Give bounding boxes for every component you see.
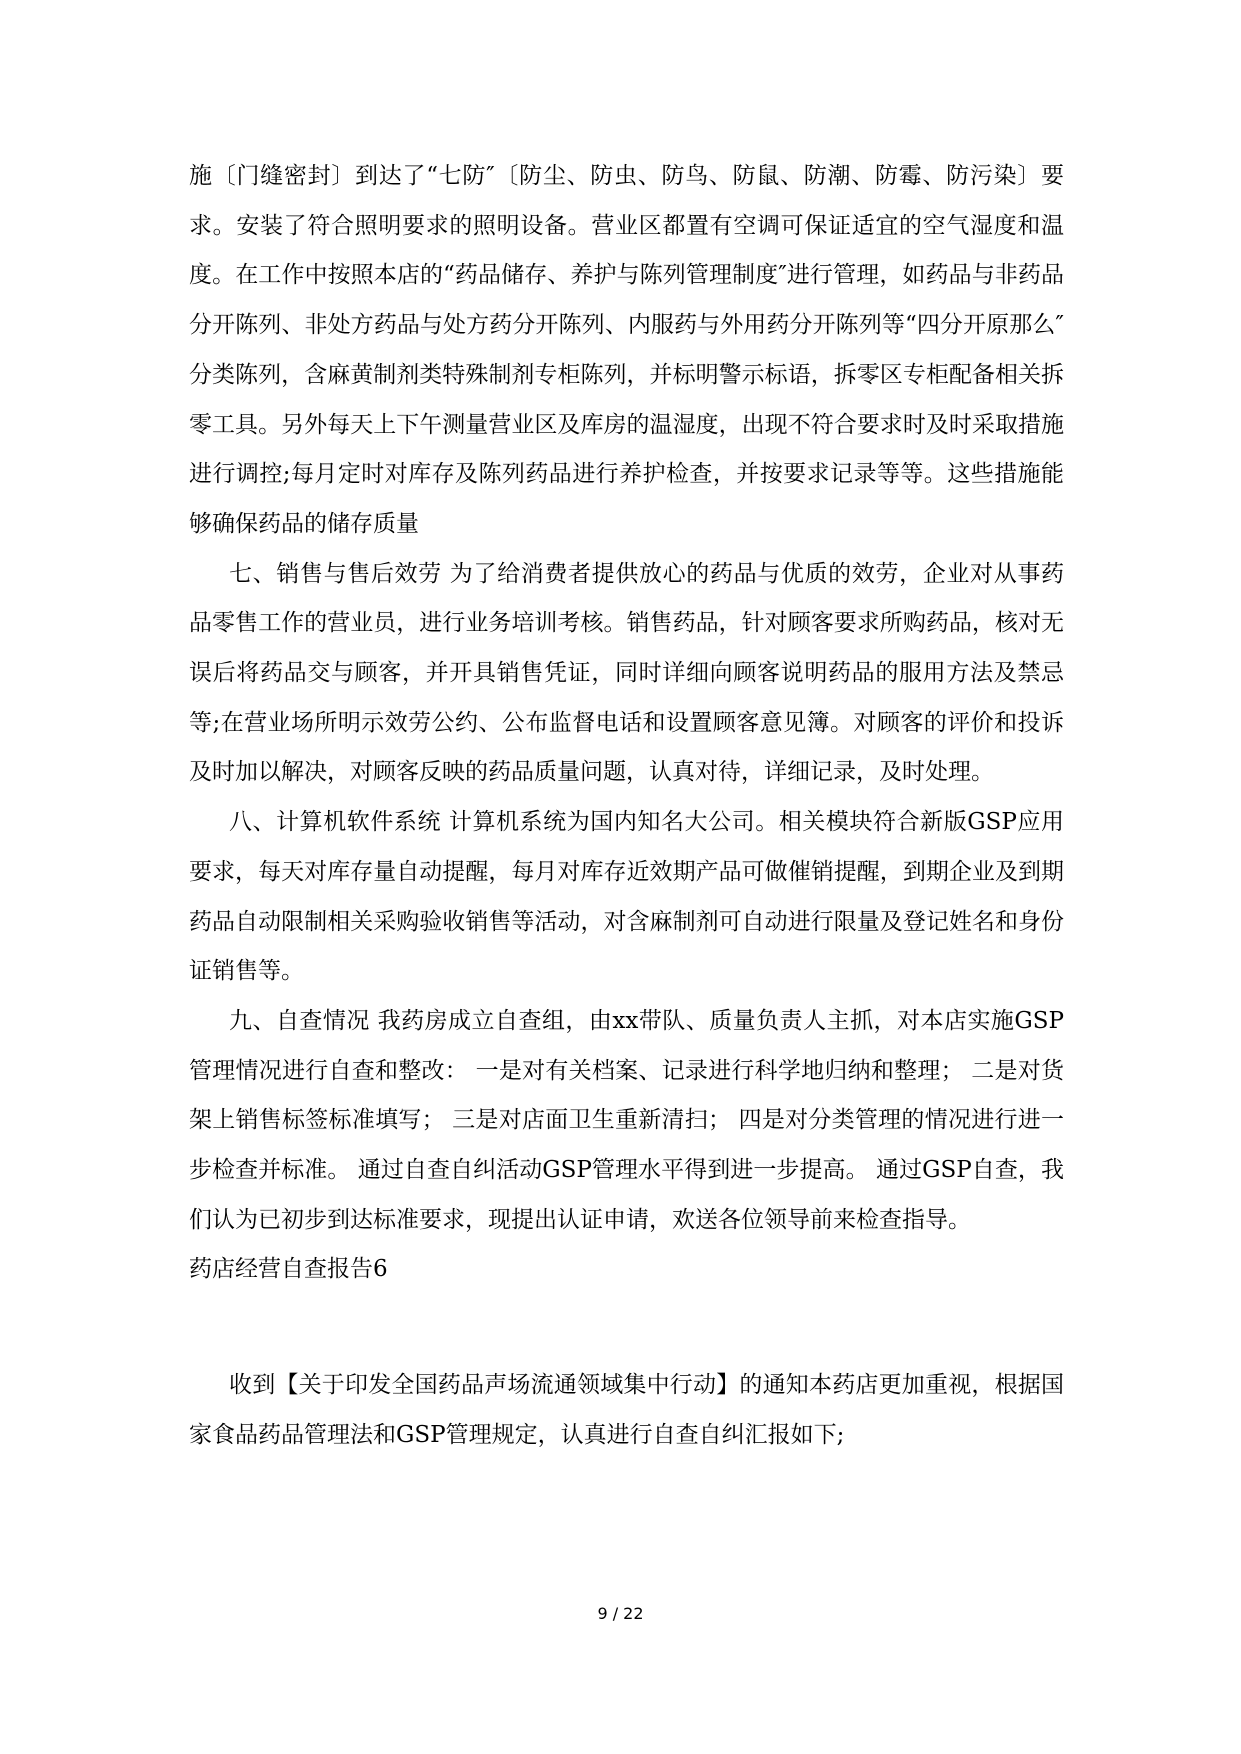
document-body xyxy=(189,152,1064,1461)
software-system-paragraph: 八、计算机软件系统 计算机系统为国内知名大公司。相关模块符合新版GSP应用要求，每天对库存量自动提醒，每月对库存近效期产品可做催销提醒，到期企业及到期药品自动限制相关采购验收销售等活动，对含麻制剂可自动进行限量及登记姓名和身份证销售等。 xyxy=(189,809,1064,985)
section-title: 药店经营自查报告6 xyxy=(189,1256,388,1283)
storage-paragraph: 施〔门缝密封〕到达了“七防″〔防尘、防虫、防鸟、防鼠、防潮、防霉、防污染〕要求。安装了符合照明要求的照明设备。营业区都置有空调可保证适宜的空气湿度和温度。在工作中按照本店的“药品储存、养护与陈列管理制度″进行管理，如药品与非药品分开陈列、非处方药品与处方药分开陈列、内服药与外用药分开陈列等“四分开原那么″分类陈列，含麻黄制剂类特殊制剂专柜陈列，并标明警示标语，拆零区专柜配备相关拆零工具。另外每天上下午测量营业区及库房的温湿度，出现不符合要求时及时采取措施进行调控;每月定时对库存及陈列药品进行养护检查，并按要求记录等等。这些措施能够确保药品的储存质量 xyxy=(189,163,1064,537)
self-inspection-paragraph: 九、自查情况 我药房成立自查组，由xx带队、质量负责人主抓，对本店实施GSP管理情况进行自查和整改： 一是对有关档案、记录进行科学地归纳和整理； 二是对货架上销售标签标准填写； 三是对店面卫生重新清扫； 四是对分类管理的情况进行进一步检查并标准。 通过自查自纠活动GSP管理水平得到进一步提高。 通过GSP自查，我们认为已初步到达标准要求，现提出认证申请，欢送各位领导前来检查指导。 xyxy=(189,1007,1064,1233)
sales-service-paragraph: 七、销售与售后效劳 为了给消费者提供放心的药品与优质的效劳，企业对从事药品零售工作的营业员，进行业务培训考核。销售药品，针对顾客要求所购药品，核对无误后将药品交与顾客，并开具销售凭证，同时详细向顾客说明药品的服用方法及禁忌等;在营业场所明示效劳公约、公布监督电话和设置顾客意见簿。对顾客的评价和投诉及时加以解决，对顾客反映的药品质量问题，认真对待，详细记录，及时处理。 xyxy=(189,560,1064,786)
page-number: 9 / 22 xyxy=(597,1604,644,1623)
section-spacer xyxy=(189,1295,1064,1361)
intro-paragraph: 收到【关于印发全国药品声场流通领域集中行动】的通知本药店更加重视，根据国家食品药品管理法和GSP管理规定，认真进行自查自纠汇报如下; xyxy=(189,1372,1064,1448)
